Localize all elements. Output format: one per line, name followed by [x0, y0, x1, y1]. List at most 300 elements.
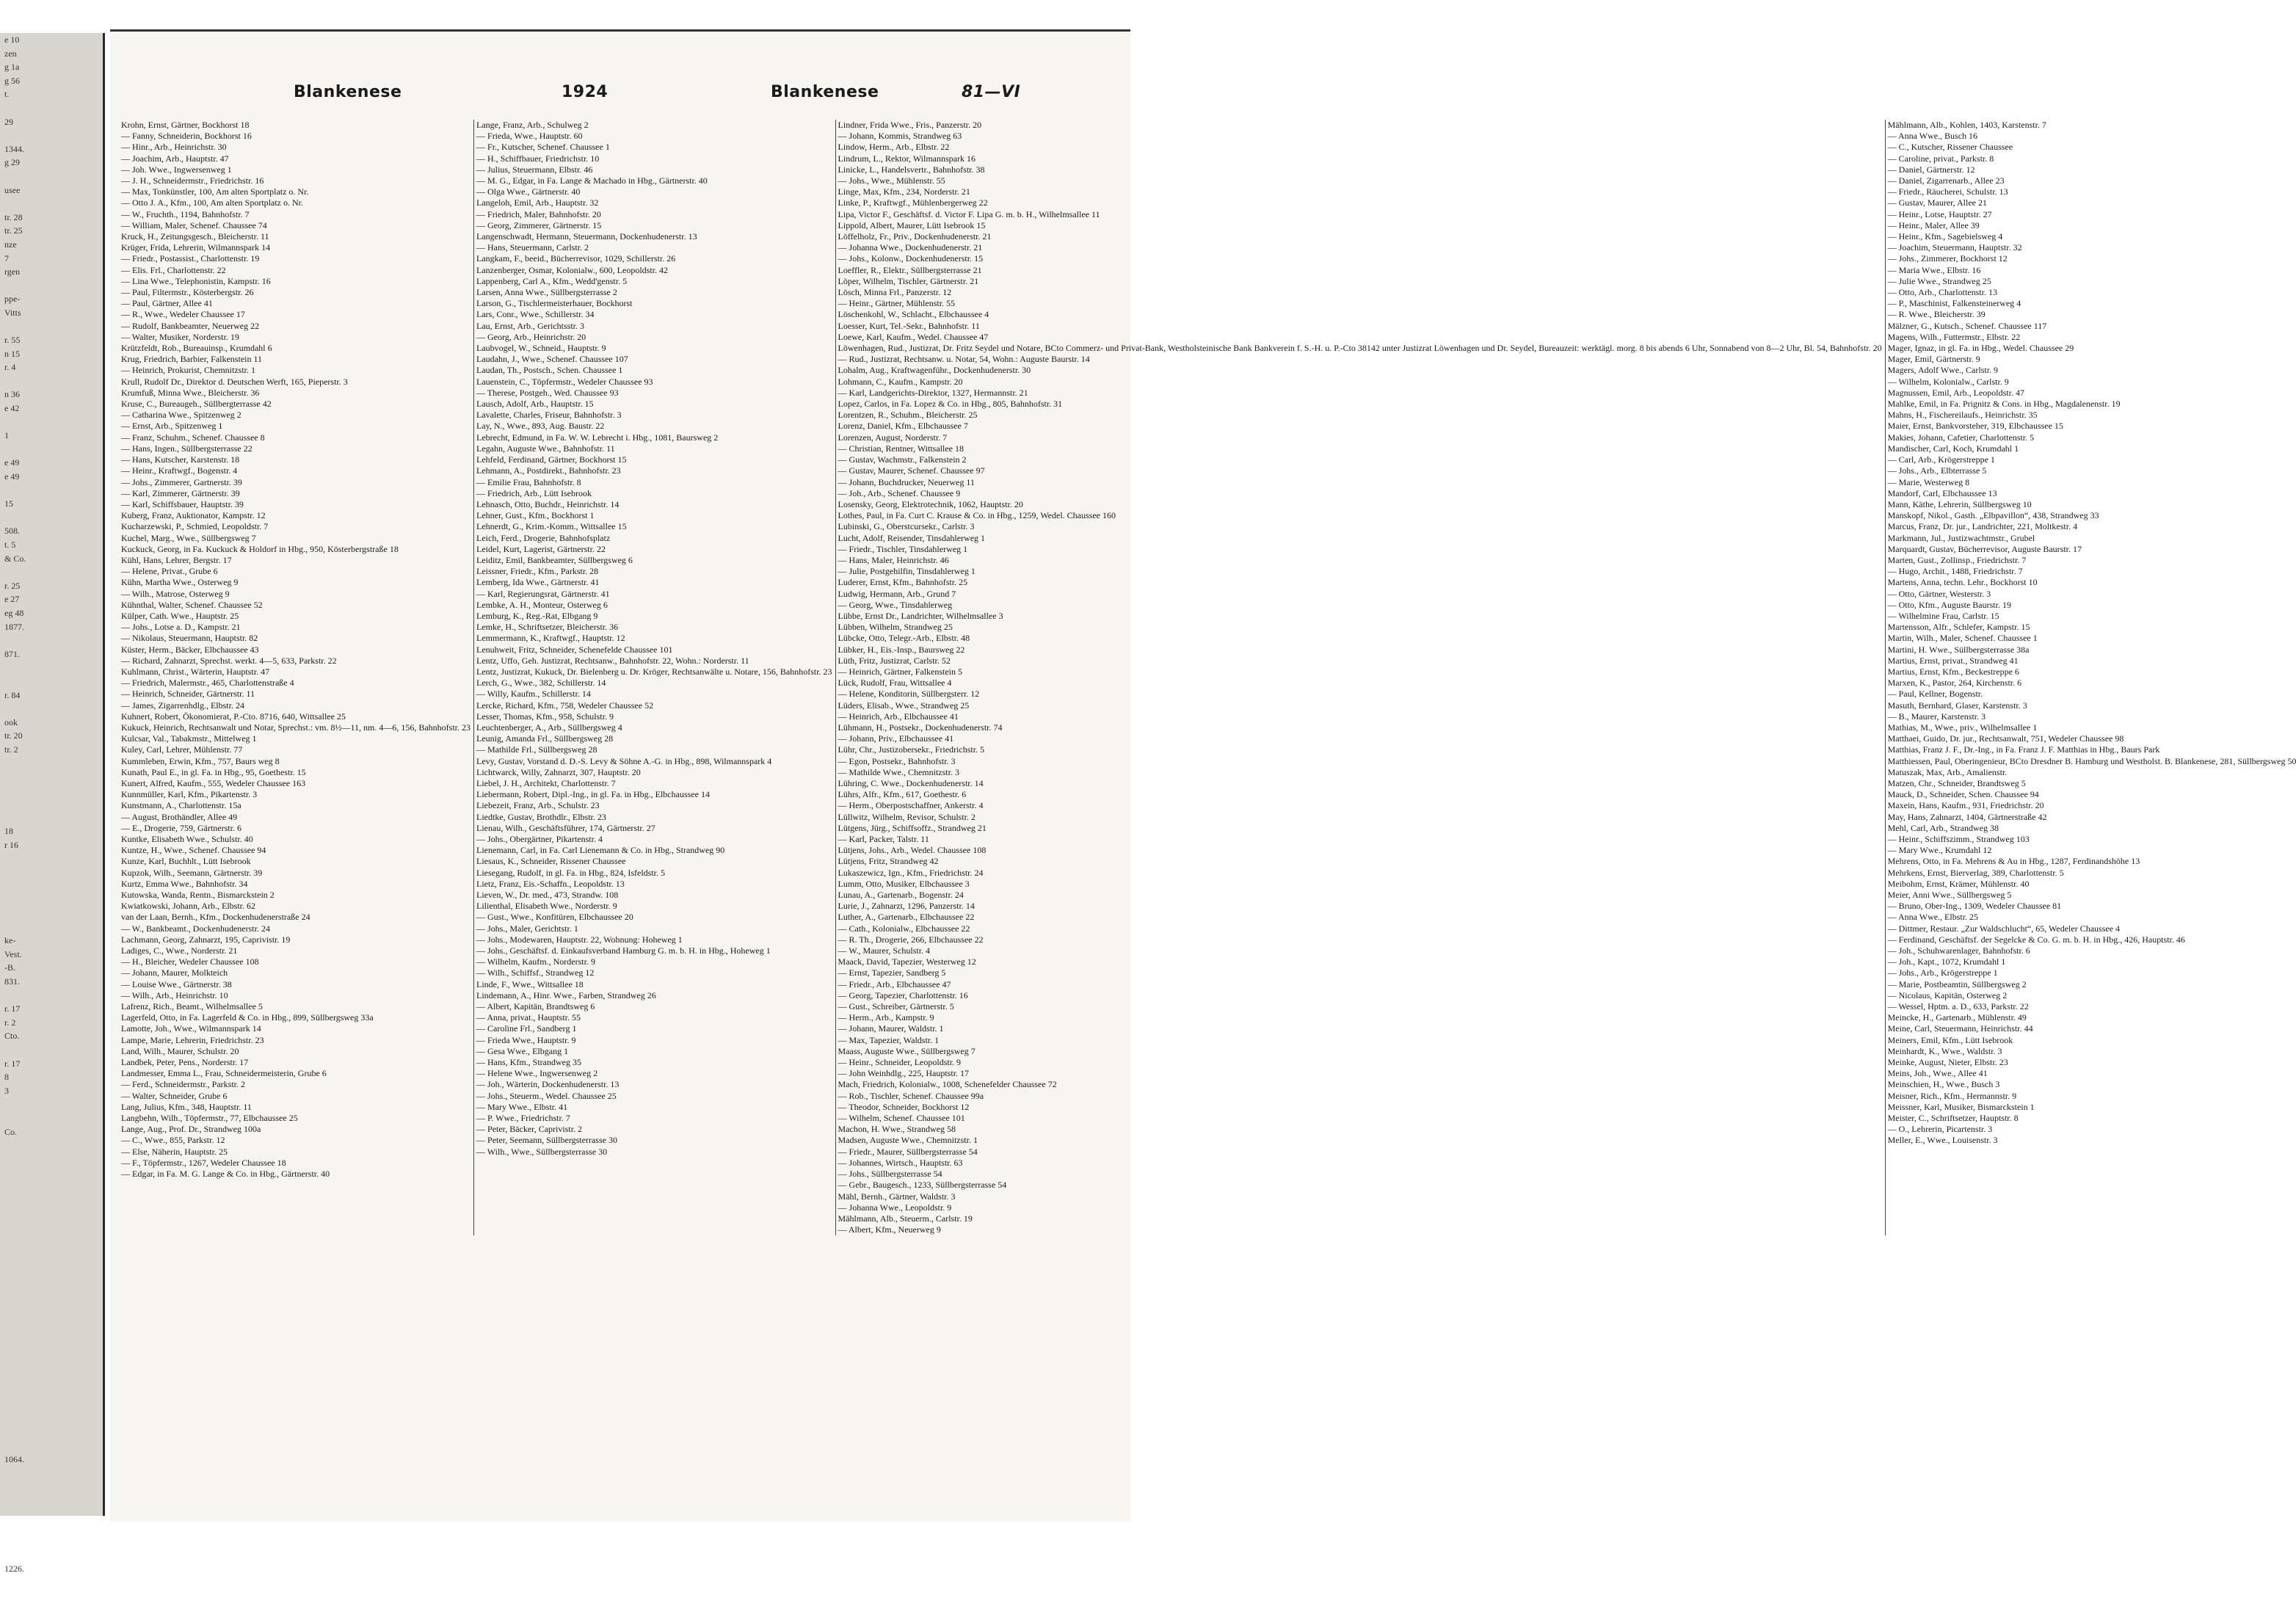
directory-entry: Lübker, H., Eis.-Insp., Baursweg 22 [838, 644, 965, 655]
directory-entry: Kühl, Hans, Lehrer, Bergstr. 17 [121, 554, 232, 565]
directory-entry: — Heinr., Kfm., Sagebielsweg 4 [1887, 231, 2003, 242]
directory-entry: — Johs., Arb., Krögerstreppe 1 [1887, 967, 1998, 978]
directory-column-2 [473, 120, 832, 1235]
directory-entry: Machon, H. Wwe., Strandweg 58 [838, 1124, 956, 1135]
directory-entry: — Gebr., Baugesch., 1233, Süllbergsterrasse 54 [838, 1180, 1007, 1191]
directory-entry: Lampe, Marie, Lehrerin, Friedrichstr. 23 [121, 1034, 264, 1045]
directory-entry: — Friedr., Tischler, Tinsdahlerweg 1 [838, 543, 968, 554]
previous-page-fragment: 871. [4, 648, 20, 659]
directory-entry: — Johann, Maurer, Molkteich [121, 967, 228, 978]
directory-entry: Lemmermann, K., Kraftwgf., Hauptstr. 12 [476, 633, 625, 644]
header-left-place: Blankenese [294, 83, 402, 101]
directory-entry: Lehner, Gust., Kfm., Bockhorst 1 [476, 510, 595, 521]
previous-page-fragment: zen [4, 48, 17, 59]
directory-entry: — Heinrich, Schneider, Gärtnerstr. 11 [121, 689, 255, 700]
directory-entry: Lütjens, Fritz, Strandweg 42 [838, 856, 939, 867]
directory-entry: Lavalette, Charles, Friseur, Bahnhofstr. 3 [476, 410, 622, 421]
directory-entry: Magens, Wilh., Futtermstr., Elbstr. 22 [1887, 331, 2021, 342]
directory-entry: — Paul, Filtermstr., Kösterbergstr. 26 [121, 287, 254, 298]
directory-entry: Kunath, Paul E., in gl. Fa. in Hbg., 95, Goethestr. 15 [121, 766, 306, 777]
previous-page-fragment [0, 1507, 103, 1521]
directory-entry: Linke, P., Kraftwgf., Mühlenbergerweg 22 [838, 197, 988, 208]
directory-entry: — James, Zigarrenhdlg., Elbstr. 24 [121, 700, 244, 711]
previous-page-fragment [0, 279, 103, 293]
directory-entry: Lothes, Paul, in Fa. Curt C. Krause & Co. in Hbg., 1259, Wedel. Chaussee 160 [838, 510, 1116, 521]
directory-entry: — Hinr., Arb., Heinrichstr. 30 [121, 142, 227, 153]
previous-page-fragment: -B. [4, 962, 15, 973]
directory-entry: Kühnthal, Walter, Schenef. Chaussee 52 [121, 599, 263, 610]
directory-entry: — Johs., Geschäftsf. d. Einkaufsverband Hamburg G. m. b. H. in Hbg., Hoheweg 1 [476, 945, 771, 956]
directory-entry: — Julie, Postgehilfin, Tinsdahlerweg 1 [838, 566, 976, 577]
directory-entry: Lübcke, Otto, Telegr.-Arb., Elbstr. 48 [838, 633, 970, 644]
directory-entry: — P. Wwe., Friedrichstr. 7 [476, 1113, 570, 1124]
directory-entry: Magnussen, Emil, Arb., Leopoldstr. 47 [1887, 387, 2024, 398]
directory-entry: — Gustav, Maurer, Schenef. Chaussee 97 [838, 465, 985, 476]
directory-entry: Lühring, C. Wwe., Dockenhudenerstr. 14 [838, 777, 984, 788]
directory-entry: Lehnerdt, G., Krim.-Komm., Wittsallee 15 [476, 521, 627, 532]
directory-entry: Maier, Ernst, Bankvorsteher, 319, Elbchaussee 15 [1887, 421, 2063, 432]
directory-entry: — P., Maschinist, Falkensteinerweg 4 [1887, 298, 2021, 309]
previous-page-fragment [0, 1166, 103, 1180]
directory-entry: — Johs., Maler, Gerichtstr. 1 [476, 923, 578, 934]
directory-entry: Lau, Ernst, Arb., Gerichtsstr. 3 [476, 320, 584, 331]
directory-entry: Lorenzen, August, Norderstr. 7 [838, 432, 948, 443]
directory-entry: — Julie Wwe., Strandweg 25 [1887, 275, 1991, 286]
directory-entry: — Johann, Kommis, Strandweg 63 [838, 131, 962, 142]
directory-entry: Krohn, Ernst, Gärtner, Bockhorst 18 [121, 120, 250, 130]
directory-entry: — H., Schiffbauer, Friedrichstr. 10 [476, 153, 600, 164]
previous-page-fragment [0, 319, 103, 333]
previous-page-fragment: 29 [4, 116, 13, 127]
directory-entry: Kucharzewski, P., Schmied, Leopoldstr. 7 [121, 521, 269, 532]
previous-page-fragment: 8 [4, 1072, 9, 1083]
previous-page-fragment: 831. [4, 976, 20, 987]
previous-page-fragment [0, 1412, 103, 1426]
directory-entry: — Rud., Justizrat, Rechtsanw. u. Notar, 54, Wohn.: Auguste Baurstr. 14 [838, 354, 1090, 365]
directory-entry: Maack, David, Tapezier, Westerweg 12 [838, 956, 976, 967]
directory-entry: Mann, Käthe, Lehrerin, Süllbergsweg 10 [1887, 498, 2032, 509]
directory-entry: Lagerfeld, Otto, in Fa. Lagerfeld & Co. in Hbg., 899, Süllbergsweg 33a [121, 1012, 374, 1023]
directory-entry: Mähl, Bernh., Gärtner, Waldstr. 3 [838, 1191, 956, 1202]
directory-entry: Marxen, K., Pastor, 264, Kirchenstr. 6 [1887, 678, 2022, 689]
directory-entry: Legahn, Auguste Wwe., Bahnhofstr. 11 [476, 443, 615, 454]
previous-page-fragment [0, 1207, 103, 1221]
directory-entry: Kulcsar, Val., Tabakmstr., Mittelweg 1 [121, 733, 257, 744]
directory-entry: — Elis. Frl., Charlottenstr. 22 [121, 264, 226, 275]
directory-entry: — Wilh., Arb., Heinrichstr. 10 [121, 989, 228, 1000]
directory-entry: Lütjens, Johs., Arb., Wedel. Chaussee 108 [838, 845, 987, 856]
directory-entry: — Otto, Arb., Charlottenstr. 13 [1887, 287, 1997, 298]
directory-entry: — Bruno, Ober-Ing., 1309, Wedeler Chaussee 81 [1887, 901, 2062, 912]
directory-entry: — Karl, Regierungsrat, Gärtnerstr. 41 [476, 588, 610, 599]
directory-entry: Magers, Adolf Wwe., Carlstr. 9 [1887, 365, 1999, 376]
directory-entry: — Johs., Wwe., Mühlenstr. 55 [838, 175, 945, 186]
directory-entry: Meinhardt, K., Wwe., Waldstr. 3 [1887, 1045, 2002, 1056]
directory-column-1 [119, 120, 471, 1235]
previous-page-fragment [0, 1043, 103, 1057]
directory-entry: Mehl, Carl, Arb., Strandweg 38 [1887, 822, 1999, 833]
directory-entry: Lachmann, Georg, Zahnarzt, 195, Caprivistr. 19 [121, 934, 291, 945]
directory-entry: Lührs, Alfr., Kfm., 617, Goethestr. 6 [838, 789, 967, 800]
directory-entry: Kummleben, Erwin, Kfm., 757, Baurs weg 8 [121, 755, 280, 766]
directory-entry: — C., Wwe., 855, Parkstr. 12 [121, 1135, 225, 1146]
directory-entry: Lunau, A., Gartenarb., Bogenstr. 24 [838, 890, 964, 901]
directory-entry: — Mary Wwe., Elbstr. 41 [476, 1101, 568, 1112]
directory-entry: — Hans, Kfm., Strandweg 35 [476, 1057, 581, 1068]
previous-page-fragment: 18 [4, 826, 13, 837]
directory-entry: — Johann, Buchdrucker, Neuerweg 11 [838, 476, 975, 487]
directory-entry: Lichtwarck, Willy, Zahnarzt, 307, Hauptstr. 20 [476, 766, 641, 777]
directory-entry: Meinschien, H., Wwe., Busch 3 [1887, 1079, 2000, 1090]
previous-page-fragment [0, 1329, 103, 1343]
directory-entry: Lang, Julius, Kfm., 348, Hauptstr. 11 [121, 1101, 252, 1112]
directory-entry: — Anna Wwe., Elbstr. 25 [1887, 912, 1979, 923]
directory-entry: Leiditz, Emil, Bankbeamter, Süllbergsweg 6 [476, 554, 633, 565]
directory-entry: — Max, Tonkünstler, 100, Am alten Sportplatz o. Nr. [121, 186, 309, 197]
directory-entry: Luderer, Ernst, Kfm., Bahnhofstr. 25 [838, 577, 968, 588]
directory-entry: Mählmann, Alb., Steuerm., Carlstr. 19 [838, 1213, 973, 1224]
directory-entry: — Anna Wwe., Busch 16 [1887, 131, 1978, 142]
previous-page-fragment [0, 920, 103, 934]
previous-page-fragment: tr. 28 [4, 211, 23, 222]
directory-entry: — Mathilde Frl., Süllbergsweg 28 [476, 744, 597, 755]
previous-page-fragment [0, 675, 103, 689]
previous-page-fragment: Vest. [4, 948, 22, 959]
previous-page-fragment [0, 1193, 103, 1207]
previous-page-fragment: 3 [4, 1085, 9, 1096]
directory-entry: Lemberg, Ida Wwe., Gärtnerstr. 41 [476, 577, 600, 588]
directory-entry: Lerch, G., Wwe., 382, Schillerstr. 14 [476, 678, 606, 689]
directory-entry: Krug, Friedrich, Barbier, Falkenstein 11 [121, 354, 263, 365]
previous-page-fragment [0, 1275, 103, 1289]
directory-entry: Liebermann, Robert, Dipl.-Ing., in gl. Fa. in Hbg., Elbchaussee 14 [476, 789, 710, 800]
previous-page-edge [0, 33, 105, 1574]
directory-entry: — W., Fruchth., 1194, Bahnhofstr. 7 [121, 208, 250, 219]
directory-entry: — Maria Wwe., Elbstr. 16 [1887, 264, 1981, 275]
previous-page-fragment [0, 633, 103, 647]
previous-page-fragment [0, 989, 103, 1003]
previous-page-fragment: 15 [4, 498, 13, 509]
directory-entry: — Lina Wwe., Telephonistin, Kampstr. 16 [121, 275, 271, 286]
directory-entry: Kunze, Karl, Buchhlt., Lütt Isebrook [121, 856, 251, 867]
previous-page-fragment [0, 1534, 103, 1548]
previous-page-fragment [0, 1370, 103, 1384]
directory-entry: — Albert, Kapitän, Brandtsweg 6 [476, 1001, 595, 1012]
previous-page-fragment: Cto. [4, 1031, 20, 1042]
directory-entry: — Christian, Rentner, Wittsallee 18 [838, 443, 964, 454]
previous-page-fragment [0, 852, 103, 866]
previous-page-fragment: t. [4, 89, 10, 100]
directory-entry: Lappenberg, Carl A., Kfm., Wedd'genstr. 5 [476, 275, 628, 286]
directory-entry: Krumfuß, Minna Wwe., Bleicherstr. 36 [121, 387, 260, 398]
directory-entry: — Marie, Postbeamtin, Süllbergsweg 2 [1887, 978, 2027, 989]
directory-entry: — Edgar, in Fa. M. G. Lange & Co. in Hbg., Gärtnerstr. 40 [121, 1169, 330, 1180]
previous-page-fragment: ook [4, 716, 18, 727]
previous-page-fragment [0, 1221, 103, 1235]
directory-entry: Lindner, Frida Wwe., Fris., Panzerstr. 20 [838, 120, 982, 130]
directory-entry: — Fanny, Schneiderin, Bockhorst 16 [121, 131, 252, 142]
directory-entry: Lehfeld, Ferdinand, Gärtner, Bockhorst 15 [476, 454, 627, 465]
previous-page-fragment: r. 4 [4, 362, 16, 373]
directory-entry: — Karl, Zimmerer, Gärtnerstr. 39 [121, 487, 240, 498]
directory-entry: Lienemann, Carl, in Fa. Carl Lienemann & Co. in Hbg., Strandweg 90 [476, 845, 725, 856]
directory-entry: van der Laan, Bernh., Kfm., Dockenhudenerstraße 24 [121, 912, 310, 923]
directory-entry: Marcus, Franz, Dr. jur., Landrichter, 221, Moltkestr. 4 [1887, 521, 2078, 532]
directory-entry: Lange, Franz, Arb., Schulweg 2 [476, 120, 589, 130]
directory-entry: Lipa, Victor F., Geschäftsf. d. Victor F. Lipa G. m. b. H., Wilhelmsallee 11 [838, 208, 1100, 219]
directory-entry: — Wilhelm, Schenef. Chaussee 101 [838, 1113, 965, 1124]
directory-entry: — August, Brothändler, Allee 49 [121, 811, 238, 822]
directory-entry: Lindrum, L., Rektor, Wilmannspark 16 [838, 153, 976, 164]
directory-entry: Liedtke, Gustav, Brothdlr., Elbstr. 23 [476, 811, 606, 822]
directory-entry: — Heinr., Schiffszimm., Strandweg 103 [1887, 834, 2030, 844]
directory-entry: Martin, Wilh., Maler, Schenef. Chaussee 1 [1887, 633, 2038, 644]
directory-entry: — Else, Näherin, Hauptstr. 25 [121, 1146, 228, 1157]
directory-entry: Martens, Anna, techn. Lehr., Bockhorst 10 [1887, 577, 2038, 588]
header-right-place: Blankenese [771, 83, 879, 101]
directory-entry: Lietz, Franz, Eis.-Schaffn., Leopoldstr. 13 [476, 878, 625, 889]
directory-entry: Kunstmann, A., Charlottenstr. 15a [121, 800, 241, 811]
previous-page-fragment [0, 784, 103, 798]
directory-entry: Lehmann, A., Postdirekt., Bahnhofstr. 23 [476, 465, 621, 476]
directory-entry: Lamotte, Joh., Wwe., Wilmannspark 14 [121, 1023, 261, 1034]
directory-entry: — H., Bleicher, Wedeler Chaussee 108 [121, 956, 259, 967]
directory-entry: Lercke, Richard, Kfm., 758, Wedeler Chaussee 52 [476, 700, 654, 711]
directory-entry: Lanzenberger, Osmar, Kolonialw., 600, Leopoldstr. 42 [476, 264, 668, 275]
previous-page-fragment [0, 170, 103, 184]
directory-entry: Meine, Carl, Steuermann, Heinrichstr. 44 [1887, 1023, 2033, 1034]
directory-entry: — Johs., Steuerm., Wedel. Chaussee 25 [476, 1090, 617, 1101]
directory-entry: Krützfeldt, Rob., Bureauinsp., Krumdahl 6 [121, 343, 272, 354]
directory-entry: Meins, Joh., Wwe., Allee 41 [1887, 1068, 1988, 1079]
directory-entry: Matuszak, Max, Arb., Amalienstr. [1887, 766, 2008, 777]
directory-entry: Lorenz, Daniel, Kfm., Elbchaussee 7 [838, 421, 968, 432]
directory-entry: Kuntze, H., Wwe., Schenef. Chaussee 94 [121, 845, 266, 856]
directory-entry: Liesaus, K., Schneider, Rissener Chaussee [476, 856, 626, 867]
directory-entry: Lentz, Justizrat, Kukuck, Dr. Bielenberg u. Dr. Kröger, Rechtsanwälte u. Notare, 156, Bahnhofstr. 23 [476, 666, 832, 677]
previous-page-fragment [0, 443, 103, 457]
directory-entry: — Marie, Westerweg 8 [1887, 476, 1970, 487]
directory-entry: — Hugo, Archit., 1488, Friedrichstr. 7 [1887, 566, 2023, 577]
directory-entry: — Franz, Schuhm., Schenef. Chaussee 8 [121, 432, 265, 443]
directory-entry: — Heinr., Lotse, Hauptstr. 27 [1887, 208, 1992, 219]
directory-entry: Linge, Max, Kfm., 234, Norderstr. 21 [838, 186, 970, 197]
directory-entry: Lentz, Uffo, Geh. Justizrat, Rechtsanw., Bahnhofstr. 22, Wohn.: Norderstr. 11 [476, 655, 749, 666]
directory-entry: Maxein, Hans, Kaufm., 931, Friedrichstr. 20 [1887, 800, 2044, 811]
previous-page-fragment [0, 1180, 103, 1194]
previous-page-fragment [0, 415, 103, 429]
directory-entry: Meisner, Rich., Kfm., Hermannstr. 9 [1887, 1090, 2017, 1101]
previous-page-fragment [0, 1548, 103, 1562]
directory-entry: — Johs., Obergärtner, Pikartenstr. 4 [476, 834, 603, 844]
directory-entry: Land, Wilh., Maurer, Schulstr. 20 [121, 1045, 239, 1056]
directory-entry: Kuley, Carl, Lehrer, Mühlenstr. 77 [121, 744, 243, 755]
directory-entry: — Rudolf, Bankbeamter, Neuerweg 22 [121, 320, 260, 331]
directory-entry: — Ferdinand, Geschäftsf. der Segelcke & Co. G. m. b. H. in Hbg., 426, Hauptstr. 46 [1887, 934, 2185, 945]
directory-entry: — Joh., Schuhwarenlager, Bahnhofstr. 6 [1887, 945, 2030, 956]
directory-entry: Lilienthal, Elisabeth Wwe., Norderstr. 9 [476, 901, 617, 912]
directory-entry: — Johs., Zimmerer, Bockhorst 12 [1887, 253, 2008, 264]
previous-page-fragment [0, 702, 103, 716]
directory-entry: — Friedrich, Maler, Bahnhofstr. 20 [476, 208, 601, 219]
previous-page-fragment [0, 661, 103, 675]
directory-entry: — Karl, Schiffsbauer, Hauptstr. 39 [121, 498, 244, 509]
previous-page-fragment: t. 5 [4, 539, 16, 550]
directory-entry: — Friedr., Räucherei, Schulstr. 13 [1887, 186, 2008, 197]
directory-entry: — Emilie Frau, Bahnhofstr. 8 [476, 476, 581, 487]
directory-entry: Kunnmüller, Karl, Kfm., Pikartenstr. 3 [121, 789, 258, 800]
directory-entry: — E., Drogerie, 759, Gärtnerstr. 6 [121, 822, 241, 833]
directory-entry: Lindemann, A., Hinr. Wwe., Farben, Strandweg 26 [476, 989, 656, 1000]
directory-entry: — Johanna Wwe., Dockenhudenerstr. 21 [838, 242, 983, 253]
page-number: 81—VI [962, 83, 1021, 101]
directory-entry: — Dittmer, Restaur. „Zur Waldschlucht“, 65, Wedeler Chaussee 4 [1887, 923, 2121, 934]
previous-page-fragment: e 49 [4, 471, 20, 482]
directory-entry: Lubinski, G., Oberstcursekr., Carlstr. 3 [838, 521, 975, 532]
directory-entry: Lemke, H., Schriftsetzer, Bleicherstr. 36 [476, 622, 619, 633]
directory-entry: May, Hans, Zahnarzt, 1404, Gärtnerstraße 42 [1887, 811, 2047, 822]
directory-entry: — Walter, Schneider, Grube 6 [121, 1090, 228, 1101]
directory-entry: Kuhnert, Robert, Ökonomierat, P.-Cto. 8716, 640, Wittsallee 25 [121, 711, 346, 722]
directory-entry: Larsen, Anna Wwe., Süllbergsterrasse 2 [476, 287, 617, 298]
directory-entry: — R., Wwe., Wedeler Chaussee 17 [121, 309, 245, 320]
directory-entry: Liebezeit, Franz, Arb., Schulstr. 23 [476, 800, 600, 811]
directory-entry: Marten, Gust., Zollinsp., Friedrichstr. 7 [1887, 554, 2027, 565]
directory-entry: Meister, C., Schriftsetzer, Hauptstr. 8 [1887, 1113, 2019, 1124]
directory-columns [119, 120, 2296, 1235]
directory-entry: Landbek, Peter, Pens., Norderstr. 17 [121, 1057, 249, 1068]
directory-entry: — Richard, Zahnarzt, Sprechst. werkt. 4—5, 633, Parkstr. 22 [121, 655, 337, 666]
directory-entry: — Mary Wwe., Krumdahl 12 [1887, 845, 1992, 856]
previous-page-fragment: g 1a [4, 62, 20, 73]
directory-entry: — Heinrich, Arb., Elbchaussee 41 [838, 711, 959, 722]
directory-entry: — Wilhelm, Kaufm., Norderstr. 9 [476, 956, 595, 967]
directory-entry: — Johs., Modewaren, Hauptstr. 22, Wohnung: Hoheweg 1 [476, 934, 683, 945]
previous-page-fragment [0, 1398, 103, 1412]
directory-entry: Mehrkens, Ernst, Bierverlag, 389, Charlottenstr. 5 [1887, 867, 2064, 878]
directory-entry: — W., Bankbeamt., Dockenhudenerstr. 24 [121, 923, 270, 934]
directory-entry: — Joh., Wärterin, Dockenhudenerstr. 13 [476, 1079, 620, 1090]
previous-page-fragment [0, 1480, 103, 1494]
previous-page-fragment: ke- [4, 935, 16, 946]
directory-entry: — F., Töpfermstr., 1267, Wedeler Chaussee 18 [121, 1157, 286, 1168]
directory-entry: — B., Maurer, Karstenstr. 3 [1887, 711, 1986, 722]
directory-entry: Lurie, J., Zahnarzt, 1296, Panzerstr. 14 [838, 901, 975, 912]
directory-entry: — Johs., Lotse a. D., Kampstr. 21 [121, 622, 241, 633]
directory-entry: — Joh., Arb., Schenef. Chaussee 9 [838, 487, 961, 498]
directory-entry: Lumm, Otto, Musiker, Elbchaussee 3 [838, 878, 970, 889]
directory-entry: Loewe, Karl, Kaufm., Wedel. Chaussee 47 [838, 331, 989, 342]
previous-page-fragment [0, 101, 103, 115]
directory-entry: Maass, Auguste Wwe., Süllbergsweg 7 [838, 1045, 976, 1056]
directory-entry: Laudahn, J., Wwe., Schenef. Chaussee 107 [476, 354, 628, 365]
previous-page-fragment [0, 1466, 103, 1480]
directory-entry: Langkam, F., beeid., Bücherrevisor, 1029, Schillerstr. 26 [476, 253, 676, 264]
directory-entry: Langeloh, Emil, Arb., Hauptstr. 32 [476, 197, 599, 208]
directory-entry: Krull, Rudolf Dr., Direktor d. Deutschen Werft, 165, Pieperstr. 3 [121, 376, 348, 387]
directory-entry: — Georg, Zimmerer, Gärtnerstr. 15 [476, 219, 602, 230]
previous-page-fragment: e 10 [4, 34, 20, 45]
previous-page-fragment: tr. 20 [4, 730, 23, 741]
directory-entry: Kuchel, Marg., Wwe., Süllbergsweg 7 [121, 532, 256, 543]
directory-entry: — R. Th., Drogerie, 266, Elbchaussee 22 [838, 934, 984, 945]
directory-page [110, 29, 2296, 1522]
directory-entry: Lindow, Herm., Arb., Elbstr. 22 [838, 142, 950, 153]
directory-entry: — Ferd., Schneidermstr., Parkstr. 2 [121, 1079, 245, 1090]
directory-entry: — Johannes, Wirtsch., Hauptstr. 63 [838, 1157, 963, 1168]
directory-entry: — Paul, Gärtner, Allee 41 [121, 298, 213, 309]
directory-column-4 [1885, 120, 2296, 1235]
directory-entry: Lübben, Wilhelm, Strandweg 25 [838, 622, 953, 633]
directory-entry: Mählmann, Alb., Kohlen, 1403, Karstenstr. 7 [1887, 120, 2046, 130]
directory-entry: — Heinr., Kraftwgf., Bogenstr. 4 [121, 465, 238, 476]
previous-page-fragment: Co. [4, 1126, 18, 1137]
previous-page-fragment [0, 1111, 103, 1125]
directory-entry: Mandorf, Carl, Elbchaussee 13 [1887, 487, 1997, 498]
previous-page-fragment [0, 374, 103, 388]
directory-entry: Kuberg, Franz, Auktionator, Kampstr. 12 [121, 510, 266, 521]
directory-entry: — Gust., Wwe., Konfitüren, Elbchaussee 20 [476, 912, 633, 923]
directory-entry: Meincke, H., Gartenarb., Mühlenstr. 49 [1887, 1012, 2027, 1023]
directory-entry: — Mathilde Wwe., Chemnitzstr. 3 [838, 766, 959, 777]
directory-entry: Lienau, Wilh., Geschäftsführer, 174, Gärtnerstr. 27 [476, 822, 655, 833]
directory-entry: Meissner, Karl, Musiker, Bismarckstein 1 [1887, 1101, 2035, 1112]
directory-entry: — Fr., Kutscher, Schenef. Chaussee 1 [476, 142, 610, 153]
directory-entry: — Walter, Musiker, Norderstr. 19 [121, 331, 239, 342]
directory-entry: — W., Maurer, Schulstr. 4 [838, 945, 931, 956]
previous-page-fragment: 1344. [4, 143, 24, 154]
previous-page-fragment [0, 1302, 103, 1316]
directory-entry: — Friedr., Arb., Elbchaussee 47 [838, 978, 951, 989]
previous-page-fragment: ppe- [4, 294, 21, 305]
directory-entry: Liesegang, Rudolf, in gl. Fa. in Hbg., 824, Isfeldstr. 5 [476, 867, 665, 878]
previous-page-fragment [0, 756, 103, 770]
directory-entry: Mauck, D., Schneider, Schen. Chaussee 94 [1887, 789, 2039, 800]
directory-entry: Küster, Herm., Bäcker, Elbchaussee 43 [121, 644, 259, 655]
directory-entry: Lück, Rudolf, Frau, Wittsallee 4 [838, 678, 952, 689]
directory-entry: Martius, Ernst, privat., Strandweg 41 [1887, 655, 2019, 666]
directory-entry: — C., Kutscher, Rissener Chaussee [1887, 142, 2013, 153]
directory-entry: — Johanna Wwe., Leopoldstr. 9 [838, 1202, 952, 1213]
directory-entry: — Friedrich, Malermstr., 465, Charlottenstraße 4 [121, 678, 294, 689]
directory-entry: Matzen, Chr., Schneider, Brandtsweg 5 [1887, 777, 2026, 788]
previous-page-fragment: rgen [4, 266, 21, 277]
directory-entry: Mälzner, G., Kutsch., Schenef. Chaussee 117 [1887, 320, 2047, 331]
directory-entry: — Anna, privat., Hauptstr. 55 [476, 1012, 581, 1023]
previous-page-fragment [0, 1261, 103, 1275]
directory-entry: Lorentzen, R., Schuhm., Bleicherstr. 25 [838, 410, 978, 421]
directory-entry: Larson, G., Tischlermeisterhauer, Bockhorst [476, 298, 633, 309]
directory-entry: — William, Maler, Schenef. Chaussee 74 [121, 219, 267, 230]
previous-page-fragment [0, 1494, 103, 1508]
directory-entry: — Friedr., Postassist., Charlottenstr. 19 [121, 253, 260, 264]
directory-entry: — Otto, Kfm., Auguste Baurstr. 19 [1887, 599, 2011, 610]
directory-entry: Kwiatkowski, Johann, Arb., Elbstr. 62 [121, 901, 255, 912]
directory-entry: — Hans, Steuermann, Carlstr. 2 [476, 242, 589, 253]
previous-page-fragment [0, 1138, 103, 1152]
previous-page-fragment [0, 1097, 103, 1111]
directory-entry: Levy, Gustav, Vorstand d. D.-S. Levy & Söhne A.-G. in Hbg., 898, Wilmannspark 4 [476, 755, 772, 766]
directory-entry: Lüth, Fritz, Justizrat, Carlstr. 52 [838, 655, 951, 666]
directory-entry: — Helene, Privat., Grube 6 [121, 566, 218, 577]
previous-page-fragment [0, 1426, 103, 1439]
previous-page-fragment [0, 879, 103, 893]
directory-entry: — Theodor, Schneider, Bockhorst 12 [838, 1101, 970, 1112]
directory-entry: Lehnasch, Otto, Buchdr., Heinrichstr. 14 [476, 498, 620, 509]
previous-page-fragment [0, 811, 103, 825]
directory-entry: Mathias, M., Wwe., priv., Wilhelmsallee 1 [1887, 722, 2038, 733]
directory-entry: Lüders, Elisab., Wwe., Strandweg 25 [838, 700, 970, 711]
